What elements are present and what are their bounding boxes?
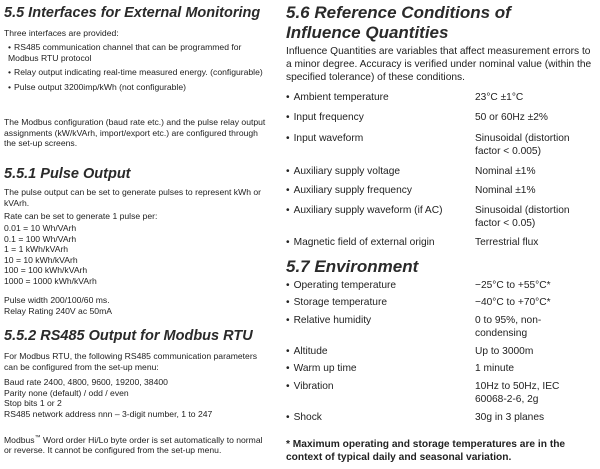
list-item: 1 = 1 kWh/kVArh	[4, 244, 69, 255]
pulse-width: Pulse width 200/100/60 ms.	[4, 295, 110, 305]
condition-label: • Auxiliary supply frequency	[286, 185, 472, 198]
environment-value: −40°C to +70°C*	[475, 297, 551, 308]
table-row	[286, 133, 596, 157]
list-item: 1000 = 1000 kWh/kVArh	[4, 275, 97, 286]
environment-label: • Relative humidity	[286, 315, 472, 328]
table-row	[286, 92, 596, 105]
section-5-7-title: 5.7 Environment	[286, 257, 419, 276]
rs485-params-list	[4, 377, 279, 419]
list-item: • Pulse output 3200imp/kWh (not configurable)	[4, 82, 274, 93]
table-row	[286, 297, 596, 310]
modbus-word: Modbus	[4, 434, 35, 445]
pulse-rate-intro: Rate can be set to generate 1 pulse per:	[4, 211, 158, 221]
section-5-6-paragraph: Influence Quantities are variables that affect measurement errors to a minor degree. Accuracy is verified under nominal value (within the specified tolerance) of these conditions.	[286, 46, 592, 83]
modbus-word-order-note	[4, 433, 272, 456]
environment-value: 1 minute	[475, 363, 515, 374]
trademark-mark: ™	[34, 435, 41, 441]
pulse-rate-list	[4, 223, 97, 287]
table-row	[286, 185, 596, 198]
condition-label: • Magnetic field of external origin	[286, 237, 472, 250]
modbus-note-text: Word order Hi/Lo byte order is set automatically to normal or reverse. It cannot be configured from the set-up menu.	[4, 434, 263, 456]
environment-label: • Shock	[286, 412, 472, 425]
table-row	[286, 166, 596, 179]
condition-label: • Input frequency	[286, 112, 472, 125]
environment-label: • Storage temperature	[286, 297, 472, 310]
environment-label: • Warm up time	[286, 363, 472, 376]
section-5-5-2-paragraph: For Modbus RTU, the following RS485 communication parameters can be configured from the set-up menu:	[4, 351, 257, 372]
table-row	[286, 315, 596, 339]
condition-label: • Auxiliary supply voltage	[286, 166, 472, 179]
temperature-footnote: * Maximum operating and storage temperatures are in the context of typical daily and seasonal variation.	[286, 439, 566, 463]
environment-label: • Altitude	[286, 346, 472, 359]
section-5-5-2-title: 5.5.2 RS485 Output for Modbus RTU	[4, 328, 253, 344]
environment-value: −25°C to +55°C*	[475, 280, 551, 291]
condition-label: • Input waveform	[286, 133, 472, 146]
relay-rating: Relay Rating 240V ac 50mA	[4, 306, 112, 316]
condition-value: Nominal ±1%	[475, 166, 536, 177]
list-item: 100 = 100 kWh/kVArh	[4, 265, 88, 276]
table-row	[286, 381, 596, 405]
condition-value: Sinusoidal (distortion factor < 0.05)	[475, 205, 570, 229]
section-5-5-title: 5.5 Interfaces for External Monitoring	[4, 5, 261, 21]
condition-value: Sinusoidal (distortion factor < 0.005)	[475, 133, 570, 157]
environment-value: Up to 3000m	[475, 346, 534, 357]
condition-label: • Ambient temperature	[286, 92, 472, 105]
section-5-5-1-paragraph: The pulse output can be set to generate pulses to represent kWh or kVArh.	[4, 187, 262, 208]
section-5-6-title: 5.6 Reference Conditions of Influence Quantities	[286, 3, 511, 42]
condition-label: • Auxiliary supply waveform (if AC)	[286, 205, 472, 218]
environment-value: 30g in 3 planes	[475, 412, 545, 423]
section-5-5-paragraph: The Modbus configuration (baud rate etc.) and the pulse relay output assignments (kW/kVArh, import/export etc.) are configured through the set-up screens.	[4, 117, 266, 149]
list-item: RS485 network address nnn – 3-digit number, 1 to 247	[4, 408, 213, 419]
condition-value: 50 or 60Hz ±2%	[475, 112, 548, 123]
list-item: Parity none (default) / odd / even	[4, 387, 129, 398]
table-row	[286, 112, 596, 125]
condition-value: Terrestrial flux	[475, 237, 539, 248]
environment-value: 10Hz to 50Hz, IEC 60068-2-6, 2g	[475, 381, 560, 405]
table-row	[286, 205, 596, 229]
condition-value: 23°C ±1°C	[475, 92, 524, 103]
list-item: • Relay output indicating real-time measured energy. (configurable)	[4, 67, 274, 78]
table-row	[286, 363, 596, 376]
interfaces-list	[4, 42, 274, 92]
table-row	[286, 280, 596, 293]
table-row	[286, 346, 596, 359]
list-item: Stop bits 1 or 2	[4, 398, 62, 409]
environment-label: • Operating temperature	[286, 280, 472, 293]
list-item: 0.01 = 10 Wh/VArh	[4, 223, 77, 233]
list-item: Baud rate 2400, 4800, 9600, 19200, 38400	[4, 377, 168, 387]
list-item: 10 = 10 kWh/kVArh	[4, 254, 78, 265]
condition-value: Nominal ±1%	[475, 185, 536, 196]
section-5-5-intro: Three interfaces are provided:	[4, 28, 119, 38]
environment-value: 0 to 95%, non-condensing	[475, 315, 542, 339]
environment-label: • Vibration	[286, 381, 472, 394]
list-item: • RS485 communication channel that can be programmed for Modbus RTU protocol	[4, 42, 274, 63]
section-5-5-1-title: 5.5.1 Pulse Output	[4, 166, 131, 182]
table-row	[286, 412, 596, 425]
list-item: 0.1 = 100 Wh/VArh	[4, 233, 77, 244]
table-row	[286, 237, 596, 250]
